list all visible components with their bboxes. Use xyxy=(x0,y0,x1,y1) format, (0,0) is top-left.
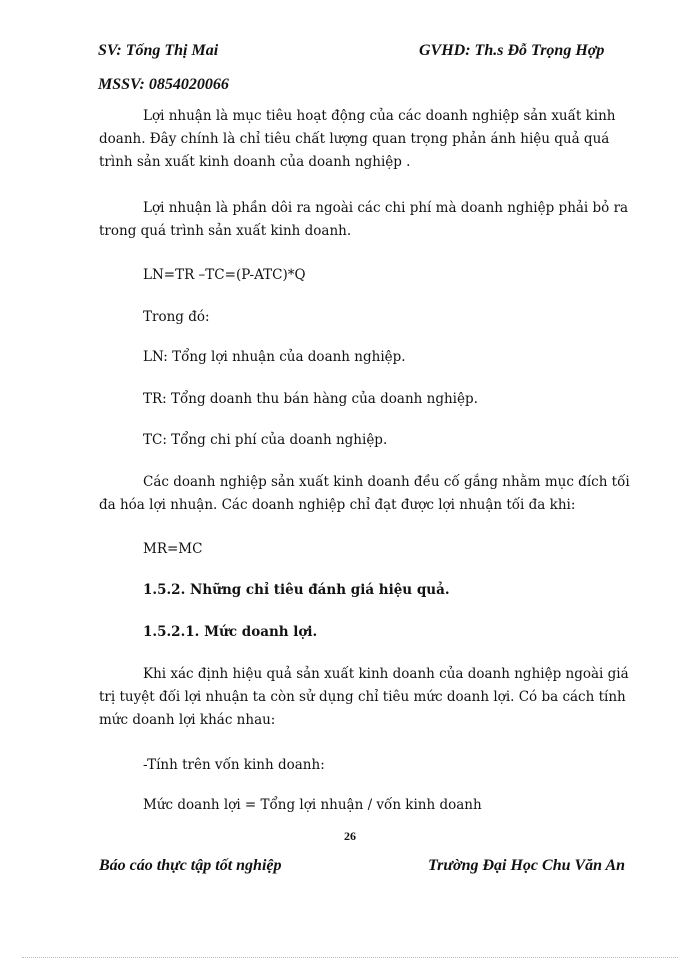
section-heading-1-5-2: 1.5.2. Những chỉ tiêu đánh giá hiệu quả. xyxy=(143,582,450,598)
header-student-name: SV: Tống Thị Mai xyxy=(98,42,219,59)
formula-mr-mc: MR=MC xyxy=(143,541,203,557)
formula-profitability: Mức doanh lợi = Tổng lợi nhuận / vốn kinh doanh xyxy=(143,797,482,813)
paragraph-profit-definition: Lợi nhuận là phần dôi ra ngoài các chi phí mà doanh nghiệp phải bỏ ra trong quá trình sản xuất kinh doanh. xyxy=(99,200,629,239)
where-label: Trong đó: xyxy=(143,309,210,325)
page-number: 26 xyxy=(344,829,356,843)
section-heading-1-5-2-1: 1.5.2.1. Mức doanh lợi. xyxy=(143,624,318,640)
formula-profit: LN=TR –TC=(P-ATC)*Q xyxy=(143,267,306,283)
header-advisor: GVHD: Th.s Đỗ Trọng Hợp xyxy=(419,42,605,59)
bullet-on-capital: -Tính trên vốn kinh doanh: xyxy=(143,757,325,773)
paragraph-profitability: Khi xác định hiệu quả sản xuất kinh doanh của doanh nghiệp ngoài giá trị tuyệt đối lợi nhuận ta còn sử dụng chỉ tiêu mức doanh lợi. Có ba cách tính mức doanh lợi khác nhau: xyxy=(99,666,629,728)
page-bottom-rule xyxy=(22,957,678,958)
definition-ln: LN: Tổng lợi nhuận của doanh nghiệp. xyxy=(143,349,406,365)
definition-tr: TR: Tổng doanh thu bán hàng của doanh nghiệp. xyxy=(143,391,478,407)
definition-tc: TC: Tổng chi phí của doanh nghiệp. xyxy=(143,432,388,448)
header-student-id: MSSV: 0854020066 xyxy=(98,76,229,93)
footer-report-title: Báo cáo thực tập tốt nghiệp xyxy=(99,857,282,874)
footer-school-name: Trường Đại Học Chu Văn An xyxy=(428,857,626,874)
paragraph-profit-maximization: Các doanh nghiệp sản xuất kinh doanh đều cố gắng nhằm mục đích tối đa hóa lợi nhuận. Các doanh nghiệp chỉ đạt được lợi nhuận tối đa khi: xyxy=(99,474,630,513)
paragraph-profit-goal: Lợi nhuận là mục tiêu hoạt động của các doanh nghiệp sản xuất kinh doanh. Đây chính là chỉ tiêu chất lượng quan trọng phản ánh hiệu quả quá trình sản xuất kinh doanh của doanh nghiệp . xyxy=(99,108,616,170)
